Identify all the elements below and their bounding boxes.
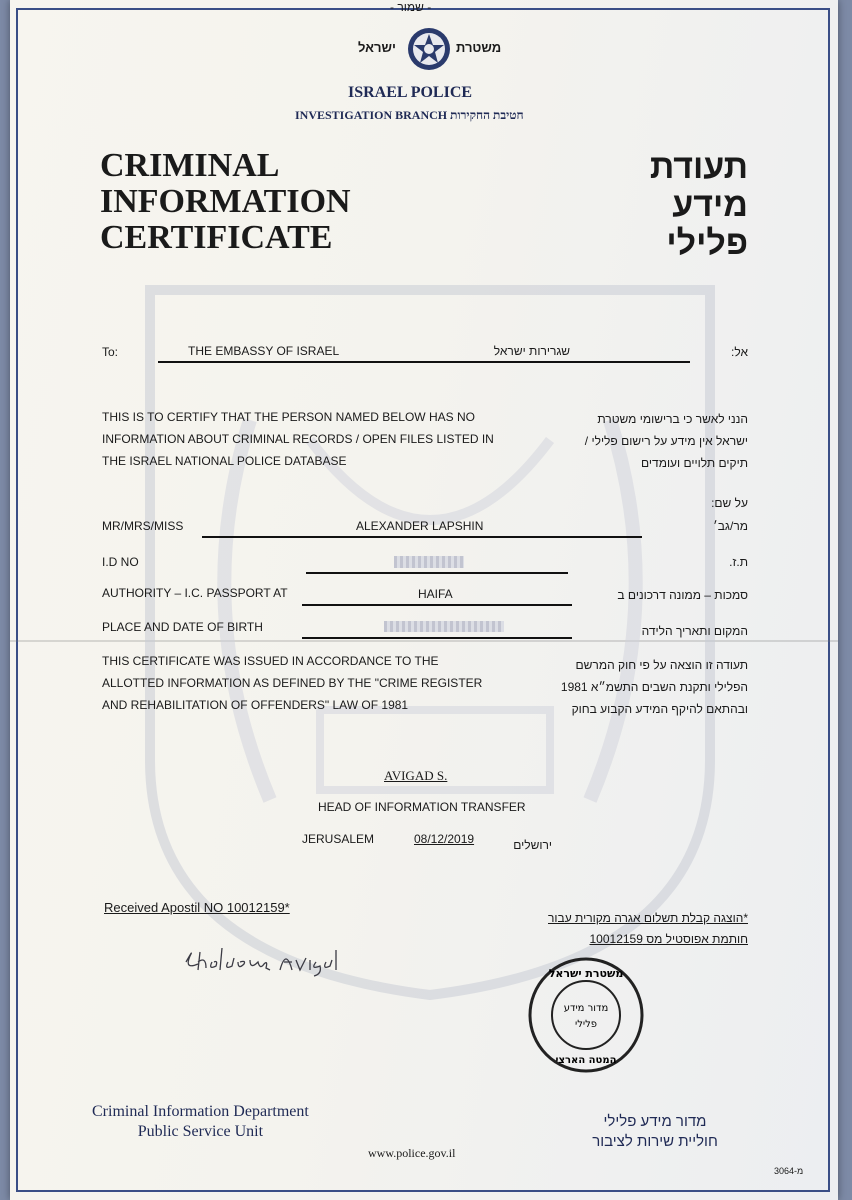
title-he-line1: תעודת [649,148,748,186]
birth-label-he: המקום ותאריך הלידה [641,624,748,638]
title-en-line3: CERTIFICATE [100,219,333,256]
authority-underline [302,604,572,606]
name-label-en: MR/MRS/MISS [102,519,184,533]
to-value-en: THE EMBASSY OF ISRAEL [188,344,340,358]
header-heb-mishteret: משטרת [456,40,502,55]
certify-he-line: הנני לאשר כי ברישומי משטרת [597,412,748,426]
form-number: 3064-מ [774,1166,804,1176]
issued-he-line: תעודה זו הוצאה על פי חוק המרשם [575,658,748,672]
title-hebrew [570,148,748,262]
title-he-line2: מידע [672,186,748,224]
footer-dept-he: מדור מידע פלילי [603,1113,707,1130]
to-underline [158,361,690,363]
birth-underline [302,637,572,639]
issued-he-line: הפלילי ותקנת השבים התשמ״א 1981 [560,680,748,694]
id-label-en: I.D NO [102,555,139,569]
footer-dept-en: Criminal Information Department [92,1103,309,1120]
authority-value: HAIFA [418,587,453,601]
issued-en-line: THIS CERTIFICATE WAS ISSUED IN ACCORDANCE TO THE [102,654,439,668]
certify-en-line: THE ISRAEL NATIONAL POLICE DATABASE [102,454,347,468]
signatory-city-en: JERUSALEM [302,832,375,846]
name-underline [202,536,642,538]
issued-en-line: ALLOTTED INFORMATION AS DEFINED BY THE "CRIME REGISTER [102,676,483,690]
title-he-line3: פלילי [666,224,748,262]
certify-en-line: THIS IS TO CERTIFY THAT THE PERSON NAMED BELOW HAS NO [102,410,475,424]
issued-he-line: ובהתאם להיקף המידע הקבוע בחוק [571,702,748,716]
footer-dept-en-block [92,1102,309,1142]
top-mark: - שמור - [390,0,432,14]
issued-en-line: AND REHABILITATION OF OFFENDERS" LAW OF 1981 [102,698,409,712]
apostil-he [480,908,748,950]
signatory-city-he: ירושלים [513,838,552,852]
to-label-he: אל: [731,345,748,359]
footer-dept-he-block [570,1112,740,1152]
id-underline [306,572,568,574]
signatory-role: HEAD OF INFORMATION TRANSFER [318,800,526,814]
footer-unit-he: חוליית שירות לציבור [592,1133,718,1150]
authority-label-en: AUTHORITY – I.C. PASSPORT AT [102,586,288,600]
certify-en-line: INFORMATION ABOUT CRIMINAL RECORDS / OPEN FILES LISTED IN [102,432,494,446]
apostil-he-line2: חותמת אפוסטיל מס 10012159 [589,932,748,946]
name-label-he: מר/גב׳ [713,519,748,533]
police-emblem-icon [406,26,452,72]
signatory-name: AVIGAD S. [384,768,448,783]
title-english [100,148,351,256]
name-value: ALEXANDER LAPSHIN [356,519,484,533]
handwritten-signature [180,940,350,980]
stamp-center-2: פלילי [574,1019,598,1030]
title-en-line1: CRIMINAL [100,147,280,184]
title-en-line2: INFORMATION [100,183,351,220]
issued-text-he [510,654,748,720]
apostil-en: Received Apostil NO 10012159* [104,900,290,915]
on-name-he: על שם: [711,496,748,510]
birth-redacted [384,621,504,632]
stamp-ring-bottom: המטה הארצי [555,1055,617,1066]
certify-he-line: ישראל אין מידע על רישום פלילי / [584,434,748,448]
footer-unit-en: Public Service Unit [137,1123,264,1140]
stamp-ring-top: משטרת ישראל [548,967,624,980]
to-label-en: To: [102,345,119,359]
issued-text-en [102,650,482,716]
header-heb-israel: ישראל [358,40,396,55]
certify-he-line: תיקים תלויים ועומדים [641,456,748,470]
branch-he: חטיבת החקירות [450,108,524,122]
footer-url: www.police.gov.il [368,1146,456,1160]
birth-label-en: PLACE AND DATE OF BIRTH [102,620,263,634]
to-value-he: שגרירות ישראל [493,344,570,358]
certify-text-en [102,406,494,472]
certificate-page [10,0,838,1200]
branch-en: INVESTIGATION BRANCH [295,108,448,122]
stamp-center-1: מדור מידע [563,1003,609,1014]
apostil-he-line1: *הוצגה קבלת תשלום אגרה מקורית עבור [548,911,748,925]
paper-fold [10,640,838,642]
israel-police-title: ISRAEL POLICE [348,84,473,101]
official-stamp [526,955,646,1075]
id-label-he: ת.ז. [729,555,748,569]
certify-text-he [510,408,748,474]
id-redacted [394,556,464,568]
investigation-branch [295,108,524,123]
authority-label-he: סמכות – ממונה דרכונים ב [617,588,748,602]
signatory-date: 08/12/2019 [414,832,475,846]
